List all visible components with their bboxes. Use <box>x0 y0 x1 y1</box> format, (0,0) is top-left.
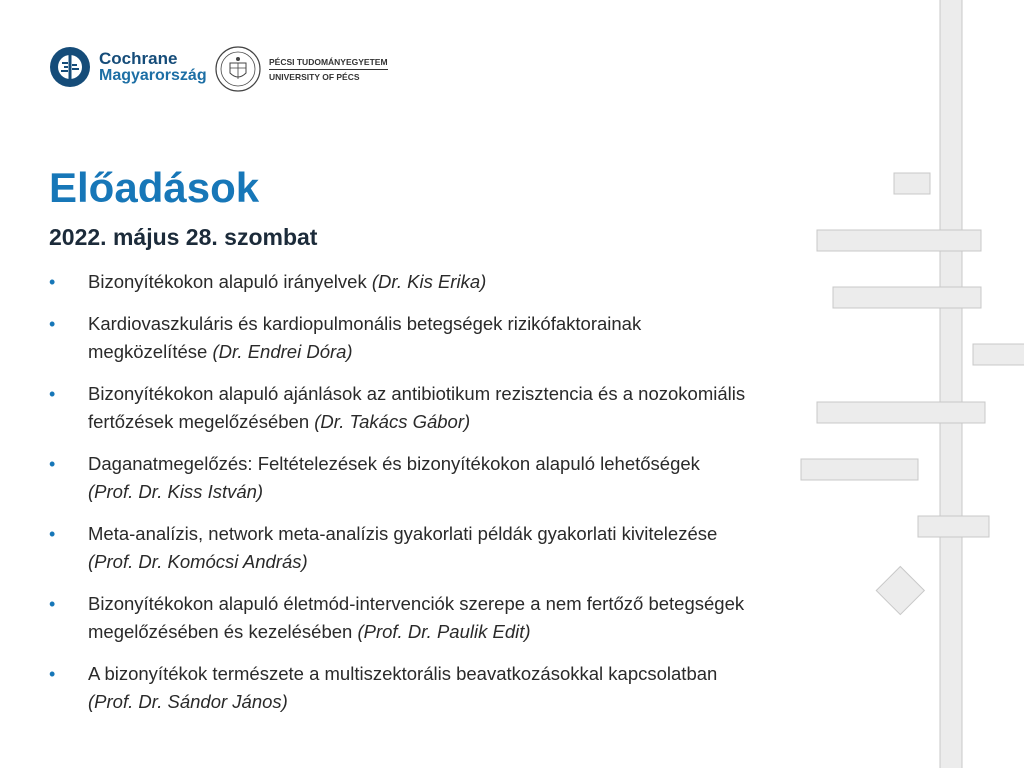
talk-topic: Kardiovaszkuláris és kardiopulmonális betegségek rizikófaktorainak megközelítése <box>88 313 642 362</box>
talk-speaker: (Dr. Endrei Dóra) <box>212 341 353 362</box>
bullet: • <box>49 272 56 292</box>
bullet: • <box>49 524 56 544</box>
talk-speaker: (Prof. Dr. Kiss István) <box>88 481 264 502</box>
talk-item <box>49 380 749 436</box>
talk-item <box>49 268 749 296</box>
university-name-hu: PÉCSI TUDOMÁNYEGYETEM <box>269 56 388 67</box>
decorative-graphic <box>790 0 1024 768</box>
talk-topic: Daganatmegelőzés: Feltételezések és bizonyítékokon alapuló lehetőségek <box>88 453 700 474</box>
talk-item <box>49 660 749 716</box>
talk-topic: Meta-analízis, network meta-analízis gyakorlati példák gyakorlati kivitelezése <box>88 523 718 544</box>
talk-item <box>49 450 749 506</box>
cochrane-region: Magyarország <box>99 67 207 84</box>
talk-speaker: (Prof. Dr. Sándor János) <box>88 691 288 712</box>
cochrane-logo <box>49 46 207 88</box>
talk-item <box>49 520 749 576</box>
talk-topic: Bizonyítékokon alapuló irányelvek <box>88 271 372 292</box>
talk-speaker: (Prof. Dr. Paulik Edit) <box>357 621 531 642</box>
bullet: • <box>49 664 56 684</box>
talk-topic: Bizonyítékokon alapuló életmód-intervenciók szerepe a nem fertőző betegségek megelőzésében és kezelésében <box>88 593 745 642</box>
bullet: • <box>49 384 56 404</box>
talks-list <box>49 268 749 730</box>
talk-item <box>49 310 749 366</box>
bullet: • <box>49 314 56 334</box>
university-name-en: UNIVERSITY OF PÉCS <box>269 71 360 82</box>
bullet: • <box>49 594 56 614</box>
page-title: Előadások <box>49 164 260 211</box>
talk-item <box>49 590 749 646</box>
cochrane-name: Cochrane <box>99 49 178 68</box>
talk-topic: Bizonyítékokon alapuló ajánlások az antibiotikum rezisztencia és a nozokomiális fertőzések megelőzésében <box>88 383 746 432</box>
talk-speaker: (Dr. Kis Erika) <box>371 271 487 292</box>
bullet: • <box>49 454 56 474</box>
page-subtitle: 2022. május 28. szombat <box>49 224 318 250</box>
talk-topic: A bizonyítékok természete a multiszektorális beavatkozásokkal kapcsolatban <box>88 663 718 684</box>
university-logo <box>215 46 388 92</box>
university-seal-icon <box>215 46 261 92</box>
talk-speaker: (Dr. Takács Gábor) <box>314 411 471 432</box>
talk-speaker: (Prof. Dr. Komócsi András) <box>88 551 308 572</box>
cochrane-mark-icon <box>49 46 91 88</box>
